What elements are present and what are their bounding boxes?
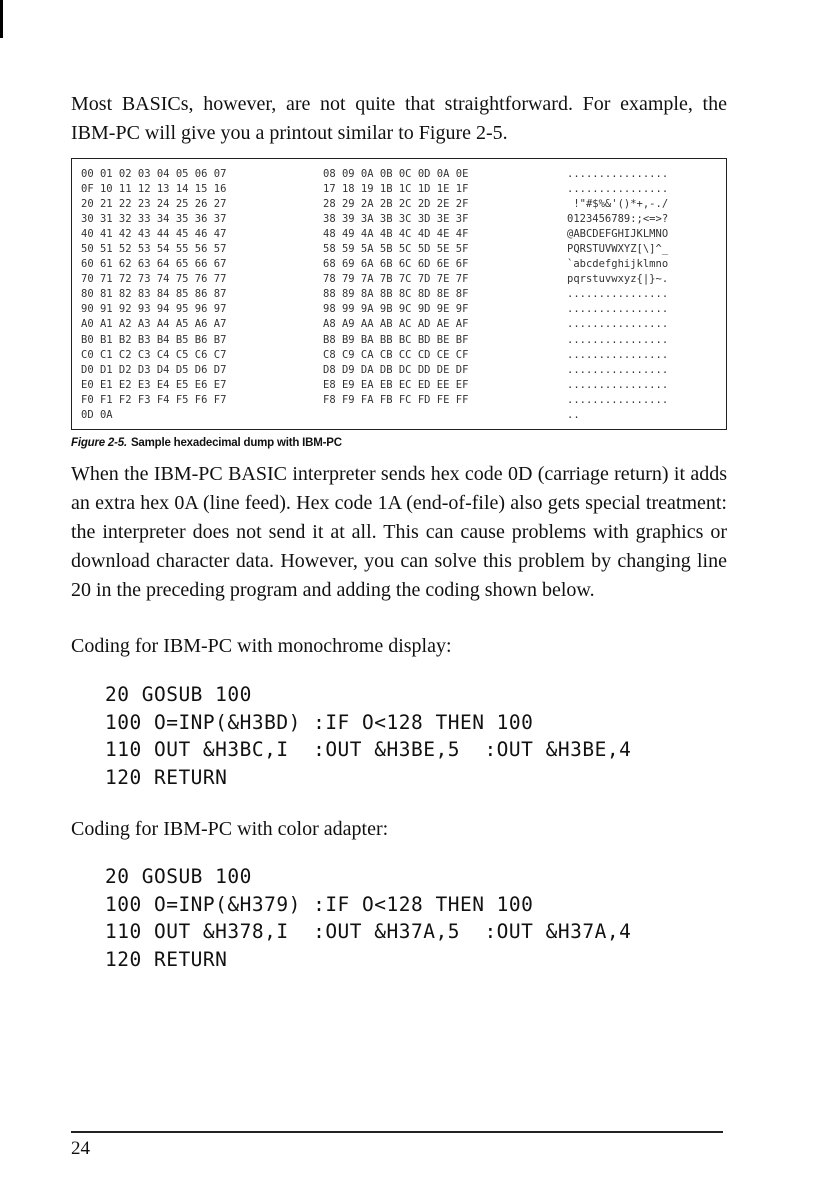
hex-dump-ascii: PQRSTUVWXYZ[\]^_ xyxy=(567,243,669,256)
hex-dump-row xyxy=(81,332,717,347)
hex-dump-bytes-low: F0 F1 F2 F3 F4 F5 F6 F7 xyxy=(81,393,227,406)
hex-dump-row xyxy=(81,408,717,423)
hex-dump-bytes-low: D0 D1 D2 D3 D4 D5 D6 D7 xyxy=(81,363,227,376)
hex-dump-bytes-high: 58 59 5A 5B 5C 5D 5E 5F xyxy=(323,243,469,256)
hex-dump-bytes-high: 68 69 6A 6B 6C 6D 6E 6F xyxy=(323,258,469,271)
hex-dump-bytes-low: A0 A1 A2 A3 A4 A5 A6 A7 xyxy=(81,318,227,331)
hex-dump-ascii: ................ xyxy=(567,182,669,195)
hex-dump-bytes-high: 17 18 19 1B 1C 1D 1E 1F xyxy=(323,182,469,195)
hex-dump-bytes-low: 60 61 62 63 64 65 66 67 xyxy=(81,258,227,271)
hex-dump-ascii: ................ xyxy=(567,363,669,376)
hex-dump-ascii: !"#$%&'()*+,-./ xyxy=(567,197,669,210)
hex-dump-bytes-low: 00 01 02 03 04 05 06 07 xyxy=(81,167,227,180)
hex-dump-bytes-high: 08 09 0A 0B 0C 0D 0A 0E xyxy=(323,167,469,180)
hex-dump-bytes-high: C8 C9 CA CB CC CD CE CF xyxy=(323,348,469,361)
hex-dump-row xyxy=(81,317,717,332)
hex-dump-bytes-high: D8 D9 DA DB DC DD DE DF xyxy=(323,363,469,376)
hex-dump-ascii: @ABCDEFGHIJKLMNO xyxy=(567,227,669,240)
hex-dump-bytes-low: B0 B1 B2 B3 B4 B5 B6 B7 xyxy=(81,333,227,346)
monochrome-code-listing: 20 GOSUB 100 100 O=INP(&H3BD) :IF O<128 THEN 100 110 OUT &H3BC,I :OUT &H3BE,5 :OUT &H3BE,4 120 RETURN xyxy=(105,683,632,789)
hex-dump-row xyxy=(81,226,717,241)
hex-dump-ascii: ................ xyxy=(567,348,669,361)
hex-dump-rows xyxy=(81,166,717,423)
footer-rule xyxy=(71,1131,723,1133)
hex-dump-row xyxy=(81,181,717,196)
hex-dump-ascii: ................ xyxy=(567,378,669,391)
hex-dump-bytes-high: 98 99 9A 9B 9C 9D 9E 9F xyxy=(323,303,469,316)
page-number: 24 xyxy=(71,1138,90,1159)
color-adapter-code-listing: 20 GOSUB 100 100 O=INP(&H379) :IF O<128 THEN 100 110 OUT &H378,I :OUT &H37A,5 :OUT &H37A,4 120 RETURN xyxy=(105,865,632,971)
hex-dump-bytes-high: A8 A9 AA AB AC AD AE AF xyxy=(323,318,469,331)
hex-dump-ascii: pqrstuvwxyz{|}~. xyxy=(567,273,669,286)
hex-dump-ascii: ................ xyxy=(567,167,669,180)
hex-dump-bytes-low: 70 71 72 73 74 75 76 77 xyxy=(81,273,227,286)
color-adapter-heading: Coding for IBM-PC with color adapter: xyxy=(71,818,389,840)
hex-dump-ascii: ................ xyxy=(567,288,669,301)
hex-dump-ascii: .. xyxy=(567,409,580,422)
hex-dump-bytes-high: 78 79 7A 7B 7C 7D 7E 7F xyxy=(323,273,469,286)
hex-dump-bytes-low: C0 C1 C2 C3 C4 C5 C6 C7 xyxy=(81,348,227,361)
hex-dump-row xyxy=(81,302,717,317)
hex-dump-figure xyxy=(71,158,727,430)
hex-dump-bytes-high: F8 F9 FA FB FC FD FE FF xyxy=(323,393,469,406)
hex-dump-row xyxy=(81,272,717,287)
hex-dump-row xyxy=(81,166,717,181)
hex-dump-row xyxy=(81,241,717,256)
hex-dump-row xyxy=(81,196,717,211)
hex-dump-bytes-low: 40 41 42 43 44 45 46 47 xyxy=(81,227,227,240)
scan-edge-mark xyxy=(0,0,3,38)
explanation-paragraph: When the IBM-PC BASIC interpreter sends hex code 0D (carriage return) it adds an extra hex 0A (line feed). Hex code 1A (end-of-file) also gets special treatment: the interpreter does not send it at all. This can cause problems with graphics or download character data. However, you can solve this problem by changing line 20 in the preceding program and adding the coding shown below. xyxy=(71,463,727,601)
hex-dump-bytes-low: 80 81 82 83 84 85 86 87 xyxy=(81,288,227,301)
hex-dump-bytes-low: 0F 10 11 12 13 14 15 16 xyxy=(81,182,227,195)
hex-dump-ascii: ................ xyxy=(567,333,669,346)
hex-dump-bytes-high: 28 29 2A 2B 2C 2D 2E 2F xyxy=(323,197,469,210)
hex-dump-bytes-high: 88 89 8A 8B 8C 8D 8E 8F xyxy=(323,288,469,301)
hex-dump-ascii: ................ xyxy=(567,303,669,316)
hex-dump-row xyxy=(81,347,717,362)
figure-caption-label: Figure 2-5. xyxy=(71,437,127,449)
hex-dump-row xyxy=(81,377,717,392)
hex-dump-bytes-high xyxy=(323,408,567,423)
hex-dump-row xyxy=(81,257,717,272)
intro-paragraph: Most BASICs, however, are not quite that straightforward. For example, the IBM-PC will give you a printout similar to Figure 2-5. xyxy=(71,93,727,144)
hex-dump-ascii: ................ xyxy=(567,318,669,331)
hex-dump-bytes-low: 50 51 52 53 54 55 56 57 xyxy=(81,243,227,256)
hex-dump-bytes-low: 20 21 22 23 24 25 26 27 xyxy=(81,197,227,210)
figure-caption xyxy=(71,437,342,449)
hex-dump-bytes-high: E8 E9 EA EB EC ED EE EF xyxy=(323,378,469,391)
hex-dump-row xyxy=(81,287,717,302)
hex-dump-table xyxy=(81,166,717,423)
figure-caption-text: Sample hexadecimal dump with IBM-PC xyxy=(130,437,342,449)
hex-dump-bytes-high: B8 B9 BA BB BC BD BE BF xyxy=(323,333,469,346)
hex-dump-bytes-low: 30 31 32 33 34 35 36 37 xyxy=(81,212,227,225)
hex-dump-bytes-high: 48 49 4A 4B 4C 4D 4E 4F xyxy=(323,227,469,240)
hex-dump-bytes-low: 90 91 92 93 94 95 96 97 xyxy=(81,303,227,316)
hex-dump-row xyxy=(81,392,717,407)
hex-dump-ascii: `abcdefghijklmno xyxy=(567,258,669,271)
monochrome-heading: Coding for IBM-PC with monochrome display: xyxy=(71,635,452,657)
hex-dump-row xyxy=(81,362,717,377)
hex-dump-ascii: 0123456789:;<=>? xyxy=(567,212,669,225)
hex-dump-bytes-low: 0D 0A xyxy=(81,409,113,422)
hex-dump-bytes-high: 38 39 3A 3B 3C 3D 3E 3F xyxy=(323,212,469,225)
hex-dump-ascii: ................ xyxy=(567,393,669,406)
hex-dump-row xyxy=(81,211,717,226)
hex-dump-bytes-low: E0 E1 E2 E3 E4 E5 E6 E7 xyxy=(81,378,227,391)
